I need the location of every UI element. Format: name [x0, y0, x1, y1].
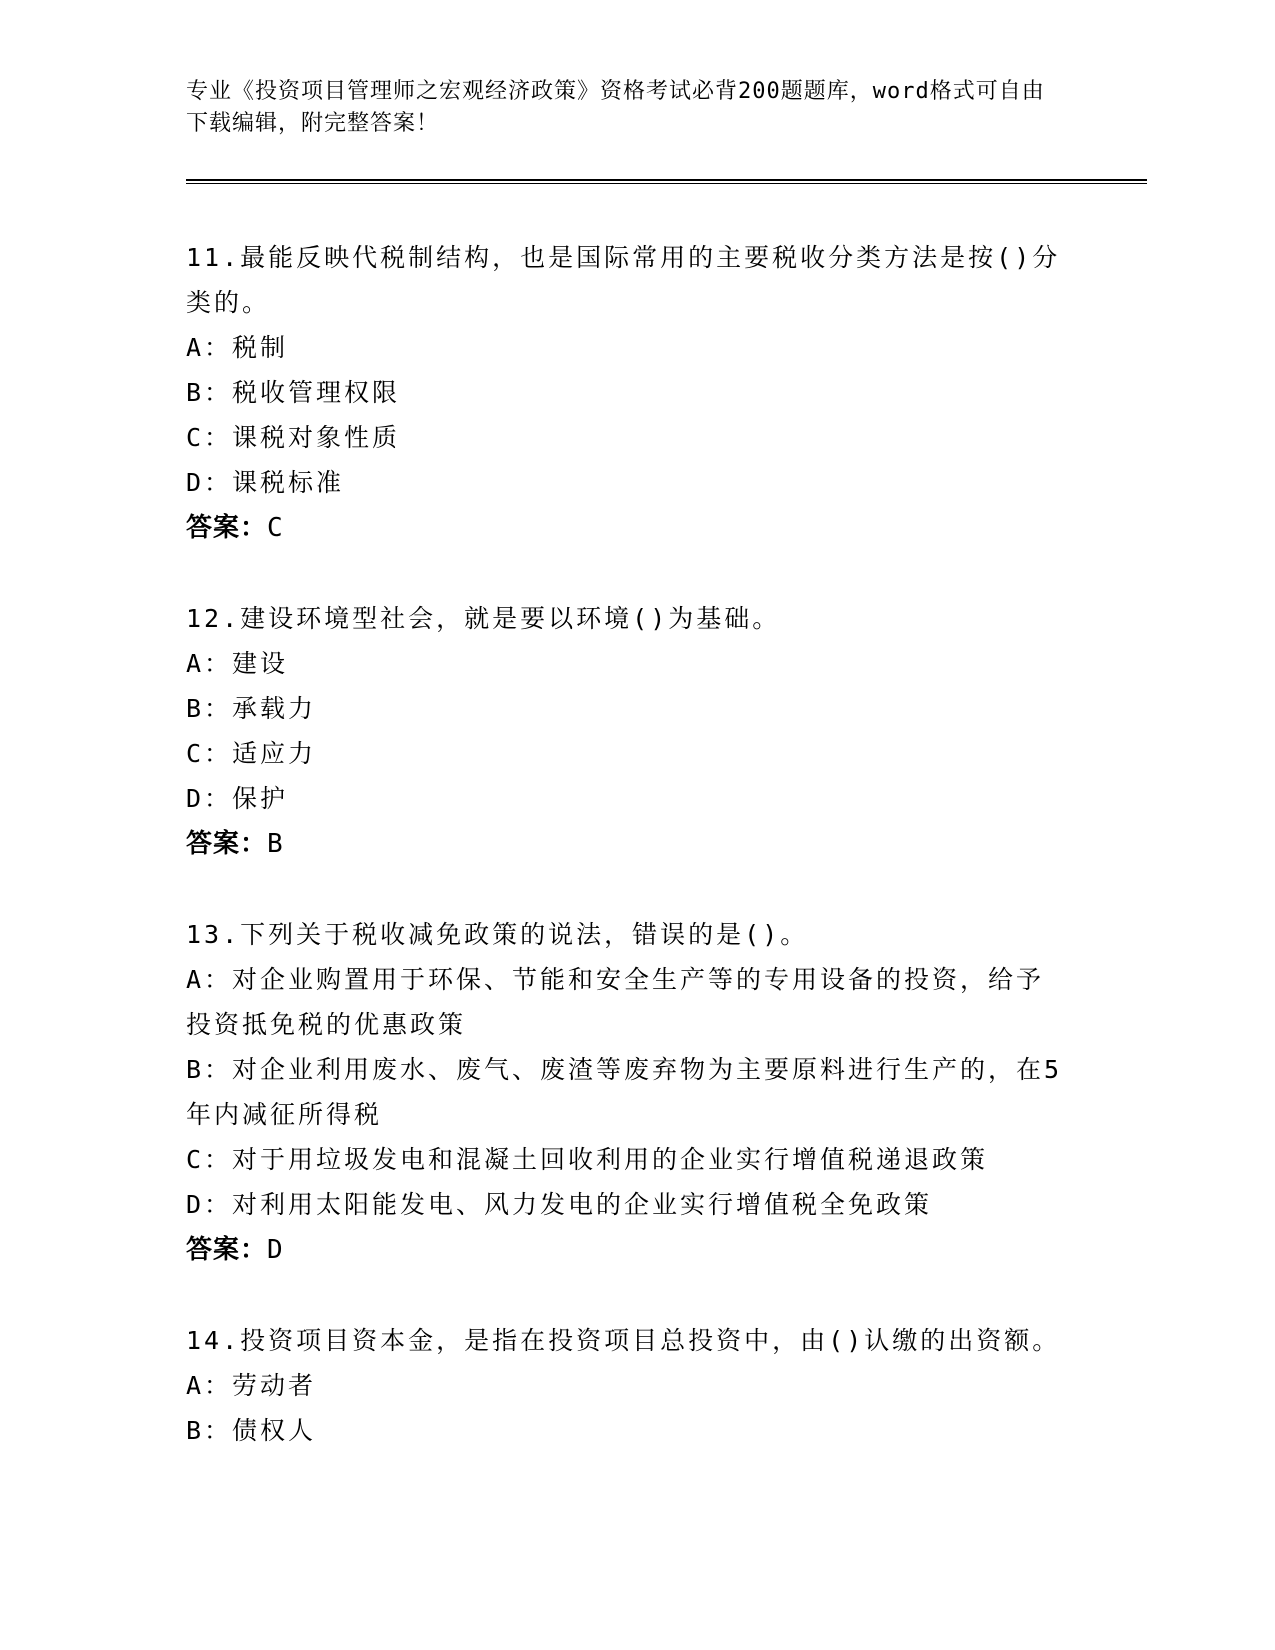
option-c: C：课税对象性质 — [186, 423, 401, 452]
answer-label: 答案： — [186, 829, 268, 859]
question-14 — [186, 1318, 1066, 1453]
answer-line — [186, 505, 1066, 551]
option-c: C：对于用垃圾发电和混凝土回收利用的企业实行增值税递退政策 — [186, 1145, 989, 1174]
question-stem: 13.下列关于税收减免政策的说法，错误的是()。 — [186, 920, 809, 949]
answer-value: B — [267, 829, 284, 859]
option-c: C：适应力 — [186, 739, 317, 768]
answer-label: 答案： — [186, 513, 268, 543]
option-b: B：承载力 — [186, 694, 317, 723]
option-a: A：劳动者 — [186, 1371, 317, 1400]
question-stem: 14.投资项目资本金，是指在投资项目总投资中，由()认缴的出资额。 — [186, 1326, 1061, 1355]
option-d: D：对利用太阳能发电、风力发电的企业实行增值税全免政策 — [186, 1190, 933, 1219]
question-stem: 11.最能反映代税制结构，也是国际常用的主要税收分类方法是按()分类的。 — [186, 243, 1061, 317]
question-13 — [186, 912, 1066, 1273]
option-a: A：税制 — [186, 333, 289, 362]
header-text: 专业《投资项目管理师之宏观经济政策》资格考试必背200题题库，word格式可自由下载编辑，附完整答案！ — [186, 79, 1045, 136]
option-d: D：保护 — [186, 784, 289, 813]
answer-line — [186, 821, 1066, 867]
question-11 — [186, 235, 1066, 551]
option-b: B：对企业利用废水、废气、废渣等废弃物为主要原料进行生产的，在5年内减征所得税 — [186, 1055, 1063, 1129]
question-12 — [186, 596, 1066, 867]
document-header — [186, 76, 1066, 140]
option-a: A：建设 — [186, 649, 289, 678]
header-divider-thin — [186, 183, 1147, 184]
answer-line — [186, 1227, 1066, 1273]
question-stem: 12.建设环境型社会，就是要以环境()为基础。 — [186, 604, 781, 633]
header-divider-thick — [186, 179, 1147, 181]
answer-value: C — [267, 513, 284, 543]
option-a: A：对企业购置用于环保、节能和安全生产等的专用设备的投资，给予投资抵免税的优惠政策 — [186, 965, 1045, 1039]
option-b: B：税收管理权限 — [186, 378, 401, 407]
option-b: B：债权人 — [186, 1416, 317, 1445]
option-d: D：课税标准 — [186, 468, 345, 497]
answer-label: 答案： — [186, 1235, 268, 1265]
question-list — [186, 235, 1066, 1498]
answer-value: D — [267, 1235, 284, 1265]
